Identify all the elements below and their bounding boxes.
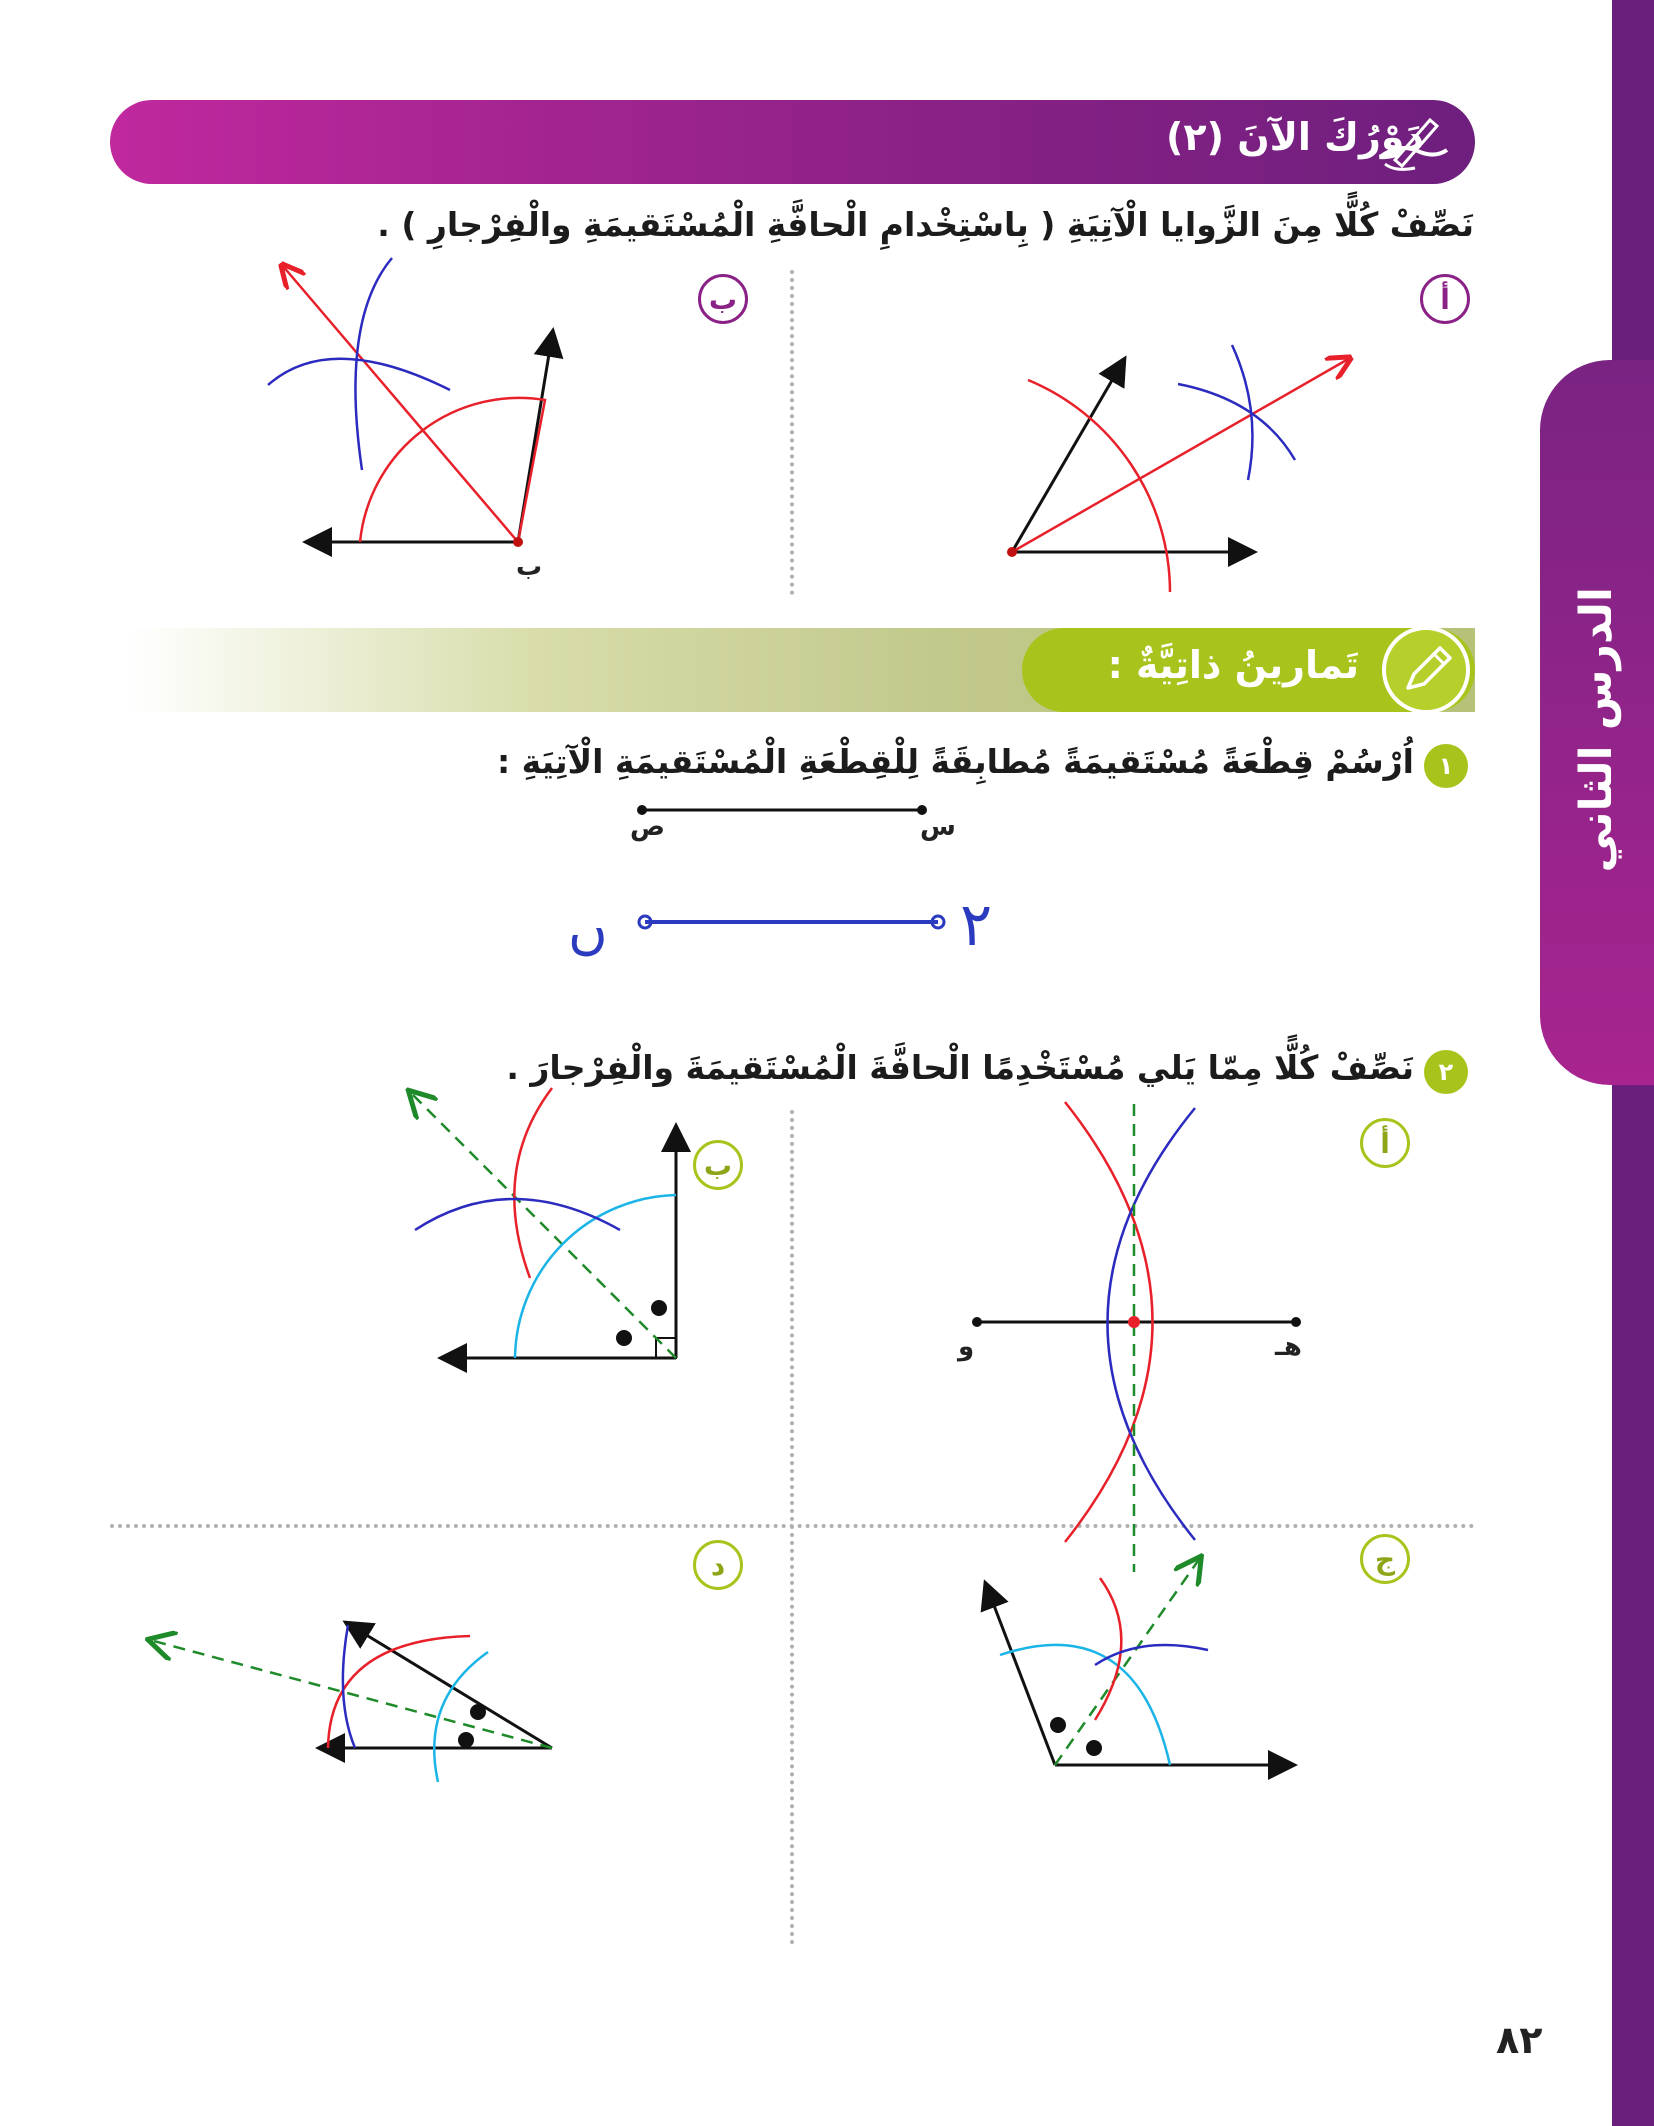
label-b-top: ب (698, 274, 748, 324)
label-c-ex2: ج (1360, 1534, 1410, 1584)
exercise-number-1: ١ (1424, 744, 1468, 788)
exercise-1-text: اُرْسُمْ قِطْعَةً مُسْتَقيمَةً مُطابِقَةً لِلْقِطْعَةِ الْمُسْتَقيمَةِ الْآتِيَةِ : (496, 742, 1414, 781)
banner-title-your-turn: دَوْرُكَ الآنَ (٢) (1166, 115, 1424, 159)
label-a-ex2: أ (1360, 1118, 1410, 1168)
label-d-ex2: د (693, 1540, 743, 1590)
figure-a-ex2-segment-bisector (972, 1102, 1301, 1572)
point-label-h: هـ (1275, 1332, 1302, 1362)
page-number: ٨٢ (1496, 2018, 1543, 2062)
question-bisect-angles: نَصِّفْ كُلًّا مِنَ الزَّوايا الْآتِيَةِ ( بِاسْتِخْدامِ الْحافَّةِ الْمُسْتَقيمَةِ والْفِرْجارِ ) . (377, 205, 1474, 244)
point-label-sad: ص (630, 812, 665, 842)
figure-d-ex2-angle-bisector (150, 1622, 552, 1782)
label-a-top: أ (1420, 274, 1470, 324)
lesson-tab-label: الدرس الثاني (1570, 587, 1622, 873)
label-b-ex2: ب (693, 1140, 743, 1190)
point-label-s: س (920, 812, 956, 842)
figure-c-ex2-angle-bisector (985, 1558, 1295, 1765)
point-label-w: و (958, 1332, 975, 1362)
figure-b-ex2-right-angle-bisector (410, 1088, 676, 1358)
handwritten-label-right: ۲ (960, 890, 993, 960)
handwritten-label-left: ں (568, 898, 608, 961)
banner-title-self-exercises: تَمارينُ ذاتِيَّةٌ : (1107, 643, 1359, 687)
exercise-2-text: نَصِّفْ كُلًّا مِمّا يَلي مُسْتَخْدِمًا الْحافَّةَ الْمُسْتَقيمَةَ والْفِرْجارَ . (506, 1048, 1414, 1087)
exercise-number-2: ٢ (1424, 1050, 1468, 1094)
vertex-label-b: ب (516, 552, 543, 582)
